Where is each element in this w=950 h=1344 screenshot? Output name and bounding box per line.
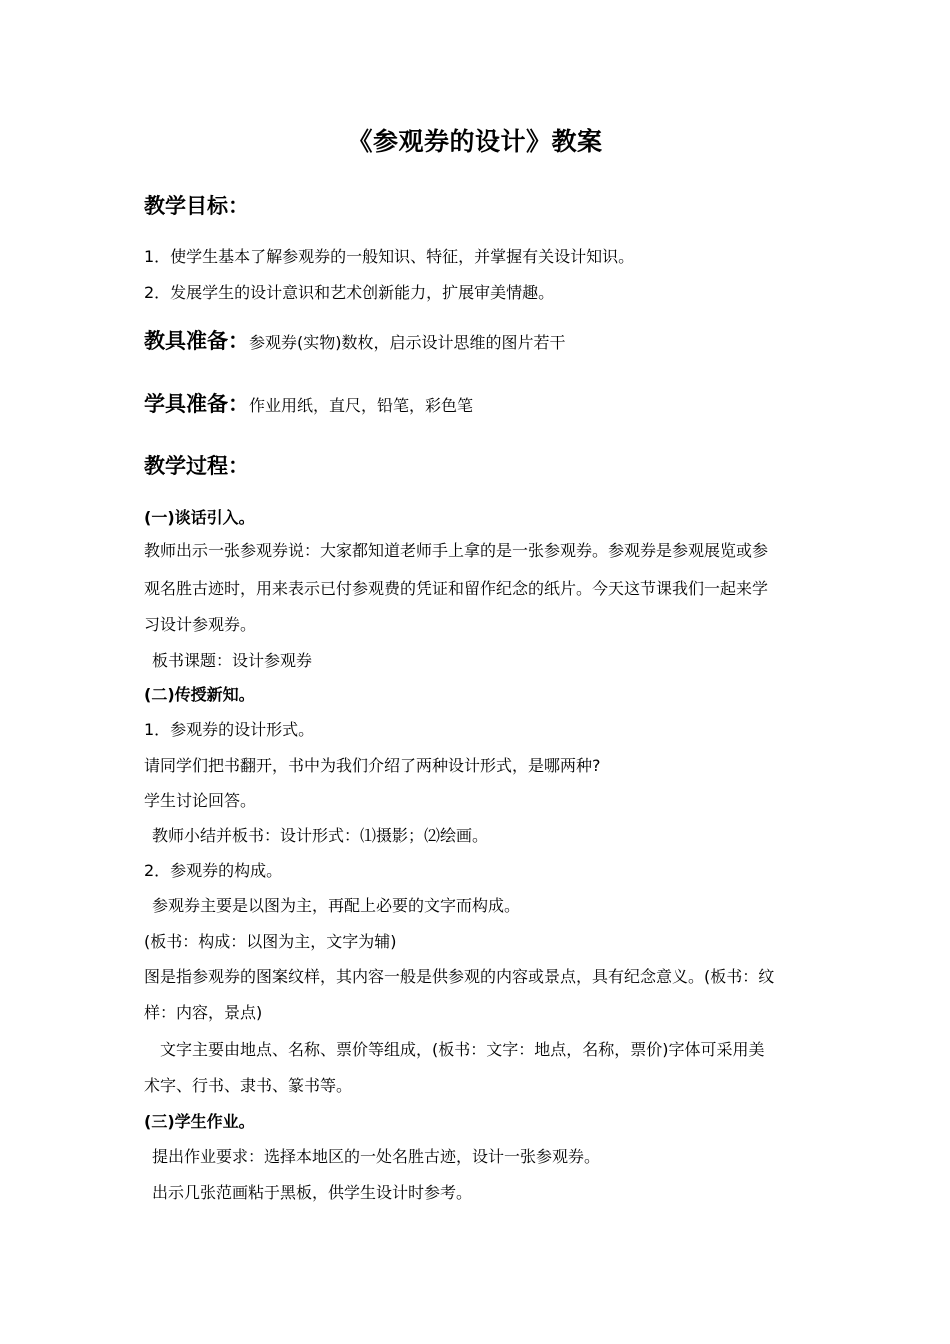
section2-heading: (二)传授新知。 bbox=[144, 685, 255, 704]
section1-heading: (一)谈话引入。 bbox=[144, 508, 255, 527]
learning-aids-text: 作业用纸，直尺，铅笔，彩色笔 bbox=[249, 396, 474, 415]
section1-line-4: 板书课题：设计参观券 bbox=[152, 651, 313, 670]
section1-line-1: 教师出示一张参观券说：大家都知道老师手上拿的是一张参观券。参观券是参观展览或参 bbox=[144, 541, 769, 560]
section2-line-2: 请同学们把书翻开，书中为我们介绍了两种设计形式，是哪两种? bbox=[144, 756, 601, 775]
document-title: 《参观券的设计》教案 bbox=[347, 127, 603, 156]
section3-line-2: 出示几张范画粘于黑板，供学生设计时参考。 bbox=[152, 1183, 473, 1202]
section3-line-1: 提出作业要求：选择本地区的一处名胜古迹，设计一张参观券。 bbox=[152, 1147, 601, 1166]
section1-line-2: 观名胜古迹时，用来表示已付参观费的凭证和留作纪念的纸片。今天这节课我们一起来学 bbox=[144, 579, 769, 598]
section2-line-1: 1．参观券的设计形式。 bbox=[144, 720, 315, 739]
section2-line-6: 参观券主要是以图为主，再配上必要的文字而构成。 bbox=[152, 896, 521, 915]
section2-line-3: 学生讨论回答。 bbox=[144, 791, 257, 810]
learning-aids-heading: 学具准备： bbox=[144, 392, 249, 416]
section2-line-7: (板书：构成：以图为主，文字为辅) bbox=[144, 932, 397, 951]
section3-heading: (三)学生作业。 bbox=[144, 1112, 255, 1131]
section2-line-4: 教师小结并板书：设计形式：⑴摄影；⑵绘画。 bbox=[152, 826, 489, 845]
teaching-aids-row bbox=[144, 325, 566, 355]
section2-line-11: 术字、行书、隶书、篆书等。 bbox=[144, 1076, 353, 1095]
objective-item-2: 2．发展学生的设计意识和艺术创新能力，扩展审美情趣。 bbox=[144, 283, 555, 302]
section2-line-8: 图是指参观券的图案纹样，其内容一般是供参观的内容或景点，具有纪念意义。(板书：纹 bbox=[144, 967, 775, 986]
section2-line-10: 文字主要由地点、名称、票价等组成，(板书：文字：地点，名称，票价)字体可采用美 bbox=[160, 1040, 765, 1059]
process-heading: 教学过程： bbox=[144, 454, 249, 478]
section2-line-9: 样：内容，景点) bbox=[144, 1003, 263, 1022]
teaching-aids-text: 参观券(实物)数枚，启示设计思维的图片若干 bbox=[249, 333, 566, 352]
section1-line-3: 习设计参观券。 bbox=[144, 615, 257, 634]
objectives-heading: 教学目标： bbox=[144, 194, 249, 218]
objective-item-1: 1．使学生基本了解参观券的一般知识、特征，并掌握有关设计知识。 bbox=[144, 247, 635, 266]
teaching-aids-heading: 教具准备： bbox=[144, 329, 249, 353]
section2-line-5: 2．参观券的构成。 bbox=[144, 861, 283, 880]
learning-aids-row bbox=[144, 388, 473, 418]
